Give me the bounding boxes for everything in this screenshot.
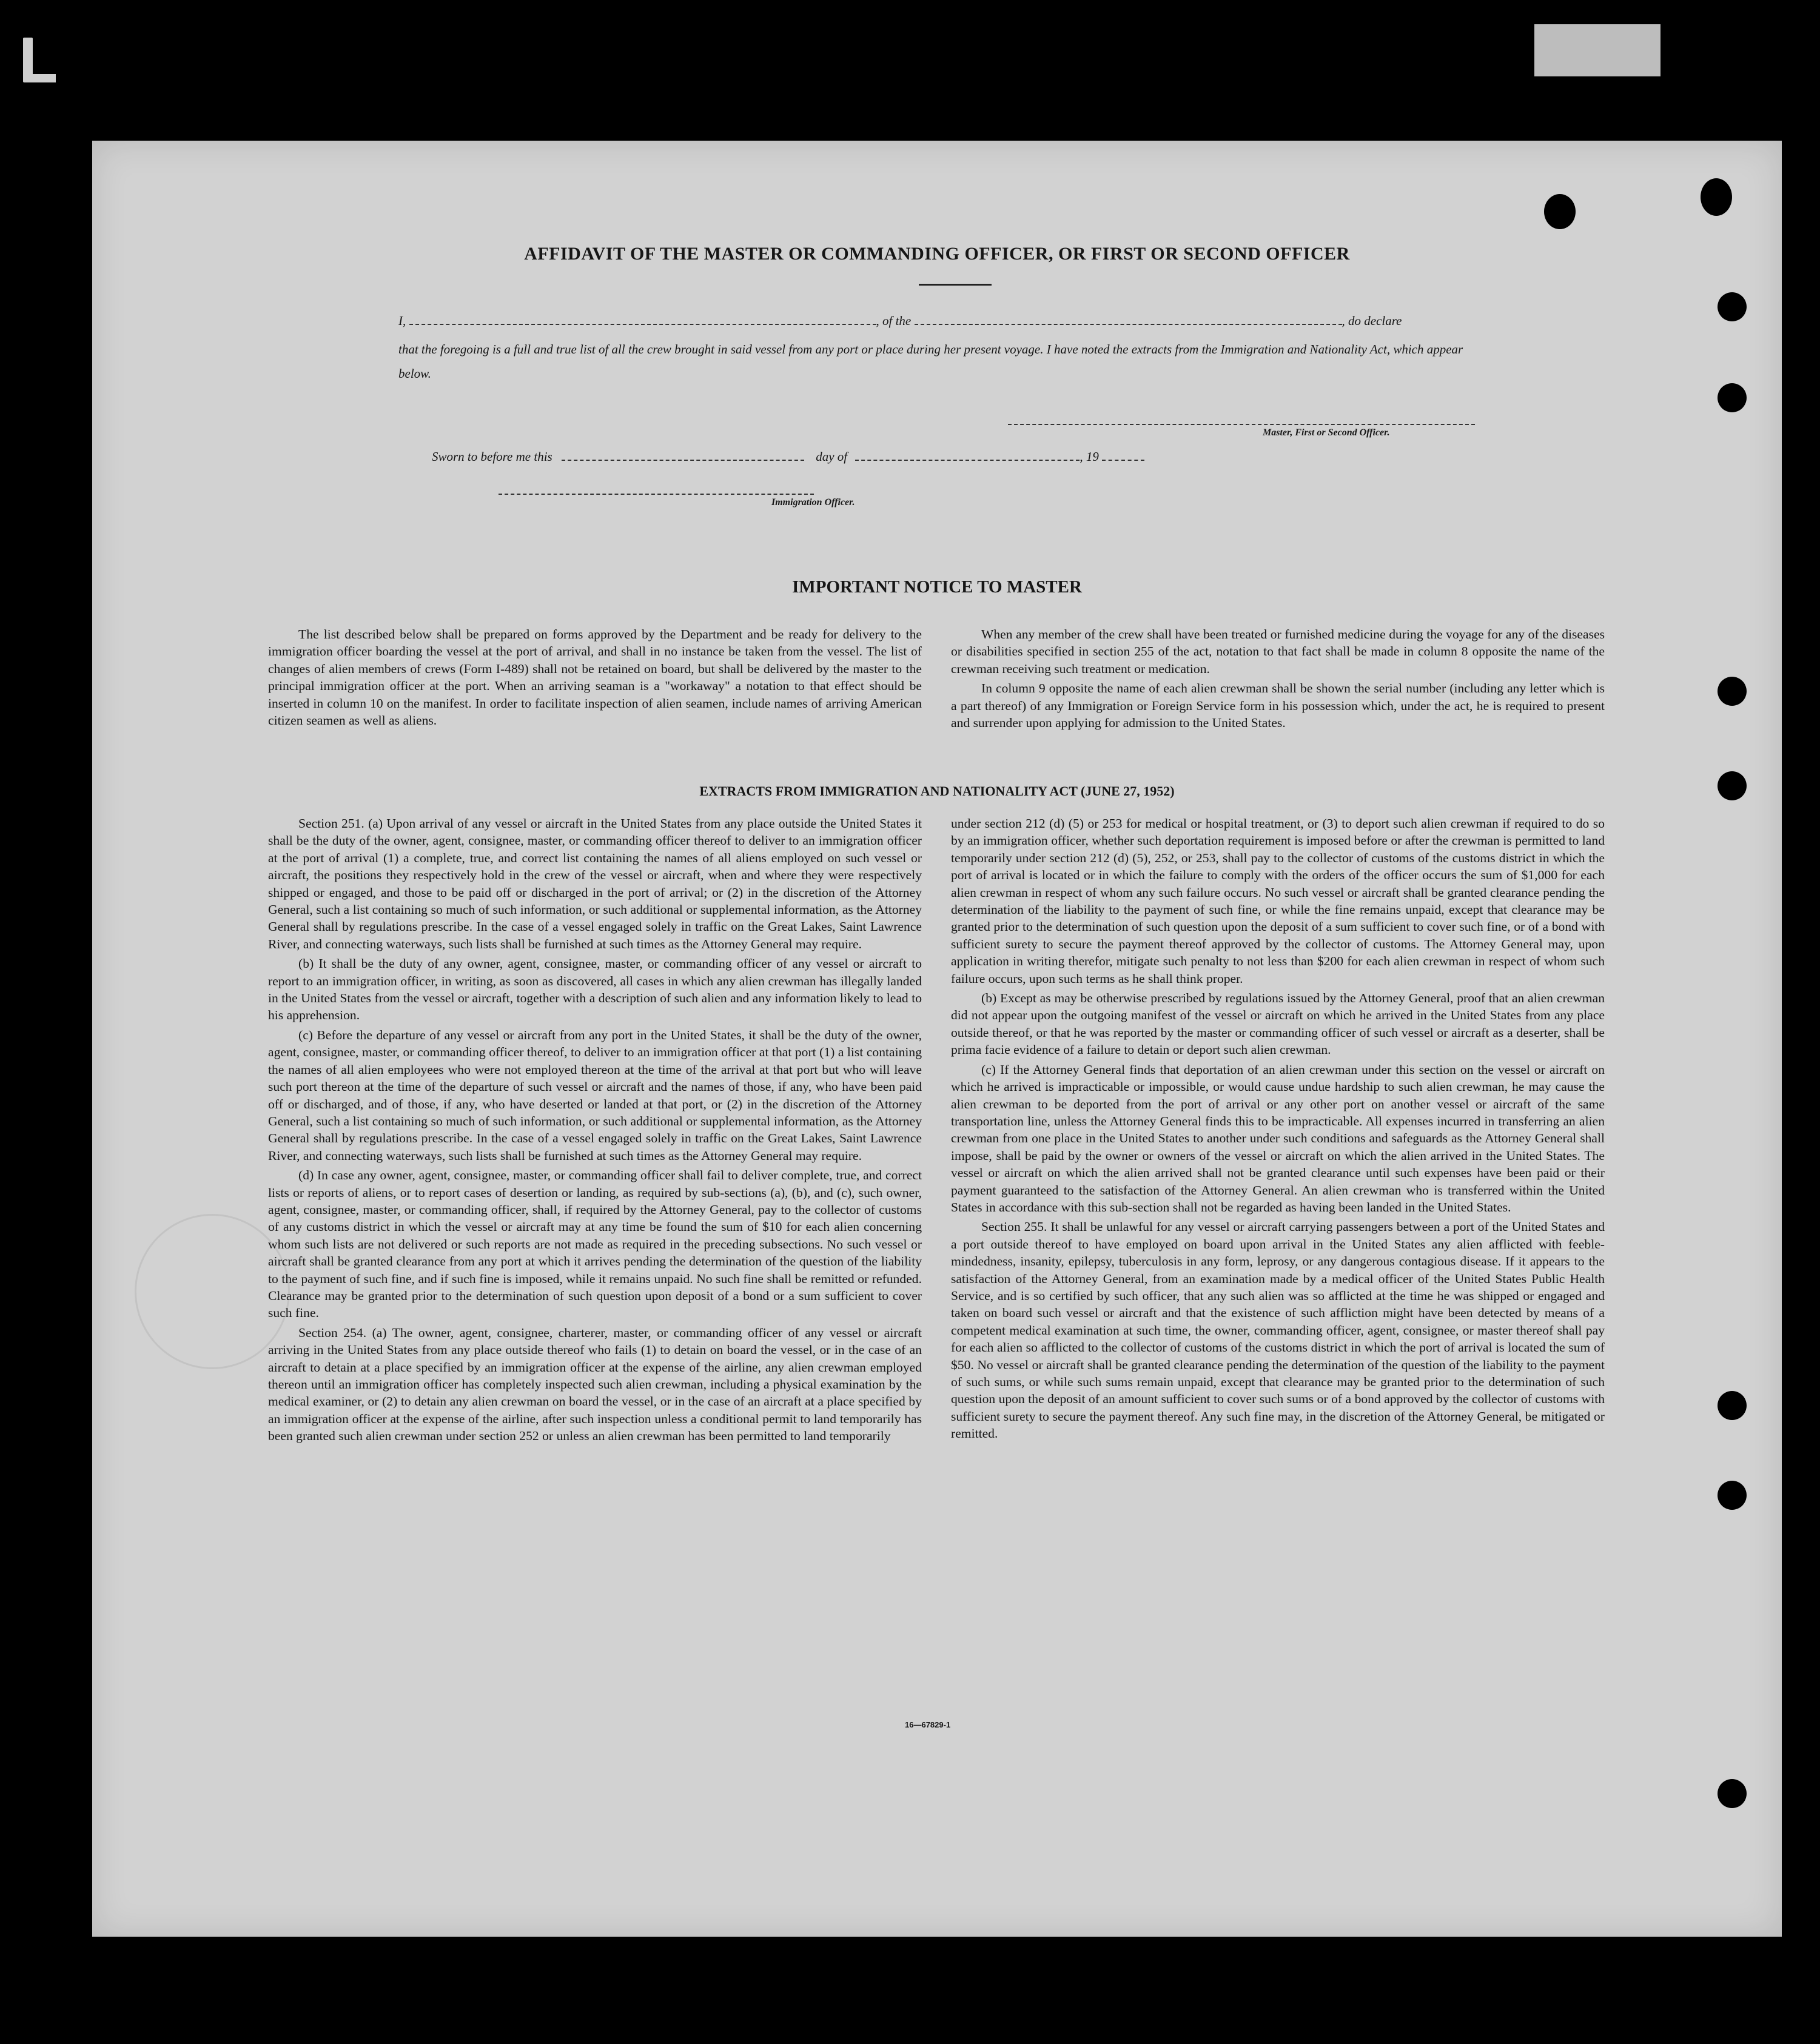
notice-paragraph: When any member of the crew shall have been treated or furnished medicine during the voyage for any of the diseases or disabilities specified in section 255 of the act, notation to that fact shall be made in column 8 opposite the name of the crewman receiving such treatment or medication. — [951, 627, 1605, 676]
master-signature-line[interactable] — [1008, 424, 1475, 425]
punch-hole — [1701, 178, 1732, 216]
act-paragraph: (d) In case any owner, agent, consignee, master, or commanding officer shall fail to deliver complete, true, and correct lists or reports of aliens, or to report cases of desertion or landing, as required by sub-sections (a), (b), and (c), such owner, agent, consignee, master, or commanding officer, shall, if required by the Attorney General, pay to the collector of customs of any customs district in which the vessel or aircraft may at any time be found the sum of $10 for each alien concerning whom such lists are not delivered or such reports are not made as required in the preceding subsections. No such vessel or aircraft shall be granted clearance from any port at which it arrives pending the determination of the question of the liability to the payment of such fine, and if such fine is imposed, while it remains unpaid. No such fine shall be remitted or refunded. Clearance may be granted prior to the determination of such question upon deposit of a bond or a sum sufficient to cover such fine. — [268, 1168, 922, 1321]
immigration-officer-label: Immigration Officer. — [771, 497, 855, 508]
sworn-prefix: Sworn to before me this — [432, 449, 552, 464]
sworn-line — [432, 449, 1144, 464]
declaration-do-declare: , do declare — [1341, 313, 1402, 328]
declaration-i: I, — [398, 313, 406, 328]
punch-hole — [1718, 677, 1747, 706]
act-paragraph: (b) Except as may be otherwise prescribed by regulations issued by the Attorney General, proof that an alien crewman did not appear upon the outgoing manifest of the vessel or aircraft on which he arrived in the United States from any place outside thereof, or that he was reported by the master or commanding officer of such vessel or aircraft as a deserter, shall be prima facie evidence of a failure to detain or deport such alien crewman. — [951, 991, 1605, 1057]
act-right-column — [951, 815, 1605, 1445]
sworn-day-blank[interactable] — [562, 449, 804, 461]
punch-hole — [1544, 194, 1576, 229]
declaration-line — [398, 313, 1587, 331]
form-number: 16—67829-1 — [905, 1720, 951, 1729]
vessel-blank[interactable] — [915, 313, 1342, 325]
sworn-year-blank[interactable] — [1102, 449, 1144, 461]
sworn-month-blank[interactable] — [855, 449, 1080, 461]
act-paragraph: Section 251. (a) Upon arrival of any vessel or aircraft in the United States from any place outside the United States it shall be the duty of the owner, agent, consignee, master, or commanding officer thereof to deliver to an immigration officer at the port of arrival (1) a complete, true, and correct list containing the names of all aliens employed on such vessel or aircraft, the positions they respectively hold in the crew of the vessel or aircraft, when and where they were respectively shipped or engaged, and those to be paid off or discharged in the port of arrival; or (2) in the discretion of the Attorney General, such a list containing so much of such information, or such additional or supplemental information, as the Attorney General shall by regulations prescribe. In the case of a vessel engaged solely in traffic on the Great Lakes, Saint Lawrence River, and connecting waterways, such lists shall be furnished at such times as the Attorney General may require. — [268, 816, 922, 951]
scan-corner-tab — [1534, 24, 1660, 76]
act-paragraph: Section 255. It shall be unlawful for any vessel or aircraft carrying passengers between a port of the United States and a port outside thereof to have employed on board upon arrival in the United States any alien afflicted with feeble-mindedness, insanity, epilepsy, tuberculosis in any form, leprosy, or any dangerous contagious disease. If it appears to the satisfaction of the Attorney General, from an examination made by a medical officer of the United States Public Health Service, and is so certified by such officer, that any such alien was so afflicted at the time he was shipped or engaged and taken on board such vessel or aircraft and that the existence of such affliction might have been detected by means of a competent medical examination at such time, the owner, commanding officer, agent, consignee, or master thereof shall pay for each alien so afflicted to the collector of customs of the customs district in which the port of arrival is located the sum of $50. No vessel or aircraft shall be granted clearance pending the determination of the question of the liability to the payment of such sums, or while such sums remain unpaid, except that clearance may be granted prior to the determination of such question upon the deposit of an amount sufficient to cover such sums or of a bond approved by the collector of customs with sufficient surety to secure the payment thereof. Any such fine may, in the discretion of the Attorney General, be mitigated or remitted. — [951, 1219, 1605, 1441]
immigration-officer-signature-line[interactable] — [499, 494, 814, 495]
punch-hole — [1718, 1481, 1747, 1510]
act-paragraph: (b) It shall be the duty of any owner, agent, consignee, master, or commanding officer of any vessel or aircraft to report to an immigration officer, in writing, as soon as discovered, all cases in which any alien crewman has illegally landed in the United States from the vessel or aircraft, together with a description of such alien and any information likely to lead to his apprehension. — [268, 956, 922, 1023]
faint-seal — [135, 1214, 290, 1369]
title-rule — [919, 284, 992, 286]
act-paragraph: Section 254. (a) The owner, agent, consignee, charterer, master, or commanding officer of any vessel or aircraft arriving in the United States from any place outside thereof who fails (1) to detain on board the vessel, or in the case of an aircraft to detain at a place specified by an immigration officer at the expense of the airline, any alien crewman employed thereon until an immigration officer has completely inspected such alien crewman, including a physical examination by the medical examiner, or (2) to detain any alien crewman on board the vessel, or in the case of an aircraft at a place specified by an immigration officer at the expense of the airline, after such inspection unless a conditional permit to land temporarily has been granted such alien crewman under section 252 or unless an alien crewman has been permitted to land temporarily — [268, 1325, 922, 1444]
notice-heading: IMPORTANT NOTICE TO MASTER — [792, 577, 1082, 597]
notice-paragraph: In column 9 opposite the name of each alien crewman shall be shown the serial number (including any letter which is a part thereof) of any Immigration or Foreign Service form in his possession which, under the act, he is required to present and surrender upon applying for admission to the United States. — [951, 681, 1605, 731]
notice-right-column — [951, 626, 1605, 734]
punch-hole — [1718, 383, 1747, 412]
punch-hole — [1718, 1779, 1747, 1808]
sworn-day-of: day of — [816, 449, 848, 464]
scan-corner-mark — [23, 38, 33, 82]
extracts-heading: EXTRACTS FROM IMMIGRATION AND NATIONALITY ACT (JUNE 27, 1952) — [699, 783, 1175, 799]
punch-hole — [1718, 292, 1747, 321]
notice-paragraph: The list described below shall be prepared on forms approved by the Department and be ready for delivery to the immigration officer boarding the vessel at the port of arrival, and shall in no instance be taken from the vessel. The list of changes of alien members of crews (Form I-489) shall not be retained on board, but shall be delivered by the master to the principal immigration officer at the port. When an arriving seaman is a "workaway" a notation to that effect should be inserted in column 10 on the manifest. In order to facilitate inspection of alien seamen, include names of arriving American citizen seamen as well as aliens. — [268, 627, 922, 728]
declaration-of-the: , of the — [876, 313, 912, 328]
master-signature-label: Master, First or Second Officer. — [1263, 427, 1390, 438]
notice-left-column — [268, 626, 922, 731]
act-paragraph: under section 212 (d) (5) or 253 for medical or hospital treatment, or (3) to deport such alien crewman if required to do so by an immigration officer, whether such deportation requirement is imposed before or after the crewman is permitted to land temporarily under section 212 (d) (5), 252, or 253, shall pay to the collector of customs of the customs district in which the port of arrival is located or in which the failure to comply with the orders of the officer occurs the sum of $1,000 for each alien crewman in respect of whom any such failure occurs. No such vessel or aircraft shall be granted clearance pending the determination of the liability to the payment of such fine, or while the fine remains unpaid, except that clearance may be granted prior to the determination of such question upon the deposit of a sum sufficient to cover such fine, or of a bond with sufficient surety to secure the payment thereof approved by the collector of customs. The Attorney General may, upon application in writing therefor, mitigate such penalty to not less than $200 for each alien crewman in respect of whom such failure occurs, upon such terms as he shall think proper. — [951, 816, 1605, 986]
affidavit-title: AFFIDAVIT OF THE MASTER OR COMMANDING OFFICER, OR FIRST OR SECOND OFFICER — [524, 244, 1350, 264]
document-page — [92, 141, 1782, 1937]
name-blank[interactable] — [409, 313, 876, 325]
act-paragraph: (c) If the Attorney General finds that deportation of an alien crewman under this section on the vessel or aircraft on which he arrived is impracticable or impossible, or would cause undue hardship to such alien crewman, he may cause the alien crewman to be deported from the port of arrival or any other port on another vessel or aircraft of the same transportation line, unless the Attorney General finds this to be impracticable. All expenses incurred in transferring an alien crewman from one place in the United States to another under such conditions and safeguards as the Attorney General shall impose, shall be paid by the owner or owners of the vessel or aircraft on which the alien arrived in the United States. The vessel or aircraft on which the alien arrived shall not be granted clearance until such expenses have been paid or their payment guaranteed to the satisfaction of the Attorney General. An alien crewman who is transferred within the United States in accordance with this sub-section shall not be regarded as having been landed in the United States. — [951, 1062, 1605, 1215]
act-paragraph: (c) Before the departure of any vessel or aircraft from any port in the United States, it shall be the duty of the owner, agent, consignee, master, or commanding officer thereof, to deliver to an immigration officer at that port (1) a list containing the names of all alien employees who were not employed thereon at the time of the arrival at that port but who will leave such port thereon at the time of the departure of such vessel or aircraft and the names of those, if any, who have been paid off or discharged, and of those, if any, who have deserted or landed at that port, or (2) in the discretion of the Attorney General, such a list containing so much of such information, or such additional or supplemental information, as the Attorney General shall by regulations prescribe. In the case of a vessel engaged solely in traffic on the Great Lakes, Saint Lawrence River, and connecting waterways, such lists shall be furnished at such times as the Attorney General may require. — [268, 1027, 922, 1163]
sworn-year: , 19 — [1080, 449, 1099, 464]
act-left-column — [268, 815, 922, 1447]
declaration-text: that the foregoing is a full and true list of all the crew brought in said vessel from any port or place during her present voyage. I have noted the extracts from the Immigration and Nationality Act, which appear below. — [398, 342, 1463, 381]
punch-hole — [1718, 1391, 1747, 1420]
